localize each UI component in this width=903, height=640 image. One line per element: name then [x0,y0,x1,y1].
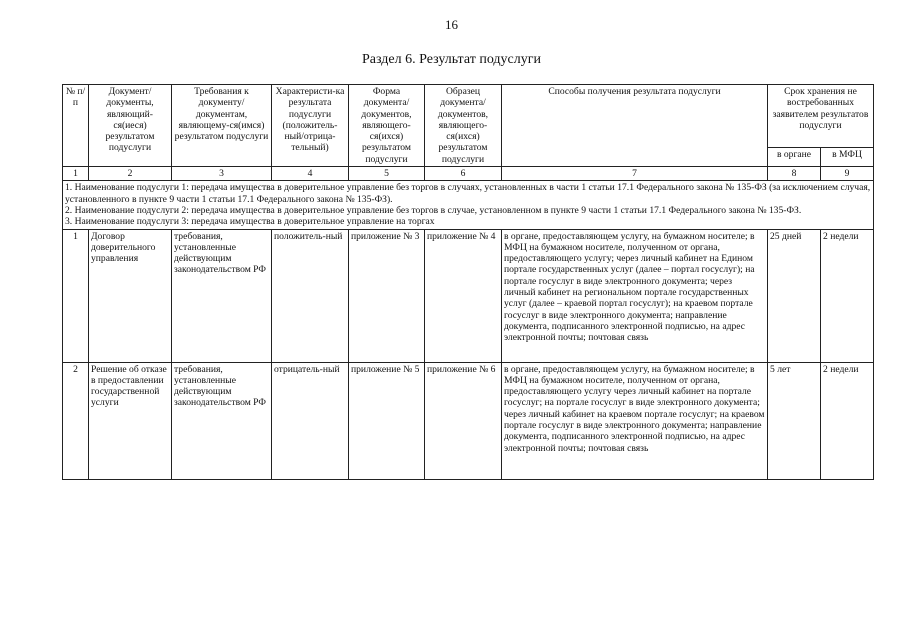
row-methods: в органе, предоставляющем услугу, на бумажном носителе; в МФЦ на бумажном носителе, полученном от органа, предоставляющего услугу через личный кабинет на портале госуслуг; на портале госуслуг в виде электронного документа; через личный кабинет на краевом портале госуслуг; на краевом портале госуслуг в виде электронного документа; направление документа, подписанного электронной подписью, на адрес электронной почты; почтовая связь [502,362,768,479]
subservice-2-name: 2. Наименование подуслуги 2: передача имущества в доверительное управление без торгов в случае, установленном в пункте 9 части 1 статьи 17.1 Федерального закона № 135-ФЗ. [65,204,802,216]
column-number: 9 [821,167,874,181]
column-number: 1 [63,167,89,181]
column-number: 7 [502,167,768,181]
row-storage-mfc: 2 недели [821,362,874,479]
row-requirements: требования, установленные действующим законодательством РФ [172,229,272,362]
row-methods: в органе, предоставляющем услугу, на бумажном носителе; в МФЦ на бумажном носителе, полученном от органа, предоставляющего услугу; через личный кабинет на Едином портале государственных услуг (далее – портал госуслуг); на портале госуслуг в виде электронного документа; через личный кабинет на региональном портале государственных услуг (далее – краевой портал госуслуг); на краевом портале госуслуг в виде электронного документа; направление документа, подписанного электронной подписью, на адрес электронной почты; почтовая связь [502,229,768,362]
column-number: 8 [768,167,821,181]
header-num: № п/п [63,85,89,167]
header-methods: Способы получения результата подуслуги [502,85,768,167]
header-requirements: Требования к документу/ документам, являющему-ся(имся) результатом подуслуги [172,85,272,167]
section-title: Раздел 6. Результат подуслуги [362,52,541,67]
row-sample: приложение № 4 [425,229,502,362]
header-sample: Образец документа/ документов, являющего-ся(ихся) результатом подуслуги [425,85,502,167]
column-number: 6 [425,167,502,181]
column-number: 4 [272,167,349,181]
row-number: 1 [63,229,89,362]
table-row [63,362,874,479]
header-document: Документ/ документы, являющий-ся(иеся) результатом подуслуги [89,85,172,167]
row-storage-organ: 5 лет [768,362,821,479]
page-number: 16 [445,17,458,32]
column-number: 2 [89,167,172,181]
row-storage-organ: 25 дней [768,229,821,362]
header-storage-mfc: в МФЦ [821,148,874,167]
row-sample: приложение № 6 [425,362,502,479]
subservice-names [63,181,874,229]
header-form: Форма документа/ документов, являющего-ся(ихся) результатом подуслуги [349,85,425,167]
subservice-1-name: 1. Наименование подуслуги 1: передача имущества в доверительное управление без торгов в случаях, установленных в части 1 статьи 17.1 Федерального закона № 135-ФЗ (за исключением случая, установленного в пункте 9 части 1 статьи 17.1 Федерального закона № 135-ФЗ). [65,182,871,205]
header-characteristic: Характеристи-ка результата подуслуги (положитель-ный/отрица-тельный) [272,85,349,167]
row-requirements: требования, установленные действующим законодательством РФ [172,362,272,479]
column-number-row [63,167,874,181]
table-row [63,229,874,362]
header-storage-organ: в органе [768,148,821,167]
row-characteristic: отрицатель-ный [272,362,349,479]
column-number: 5 [349,167,425,181]
row-form: приложение № 5 [349,362,425,479]
header-row [63,85,874,148]
row-characteristic: положитель-ный [272,229,349,362]
result-table [62,84,874,480]
row-form: приложение № 3 [349,229,425,362]
subservice-names-row [63,181,874,229]
row-storage-mfc: 2 недели [821,229,874,362]
row-document: Решение об отказе в предоставлении государственной услуги [89,362,172,479]
column-number: 3 [172,167,272,181]
row-document: Договор доверительного управления [89,229,172,362]
row-number: 2 [63,362,89,479]
subservice-3-name: 3. Наименование подуслуги 3: передача имущества в доверительное управление на торгах [65,216,435,228]
header-storage: Срок хранения не востребованных заявителем результатов подуслуги [768,85,874,148]
